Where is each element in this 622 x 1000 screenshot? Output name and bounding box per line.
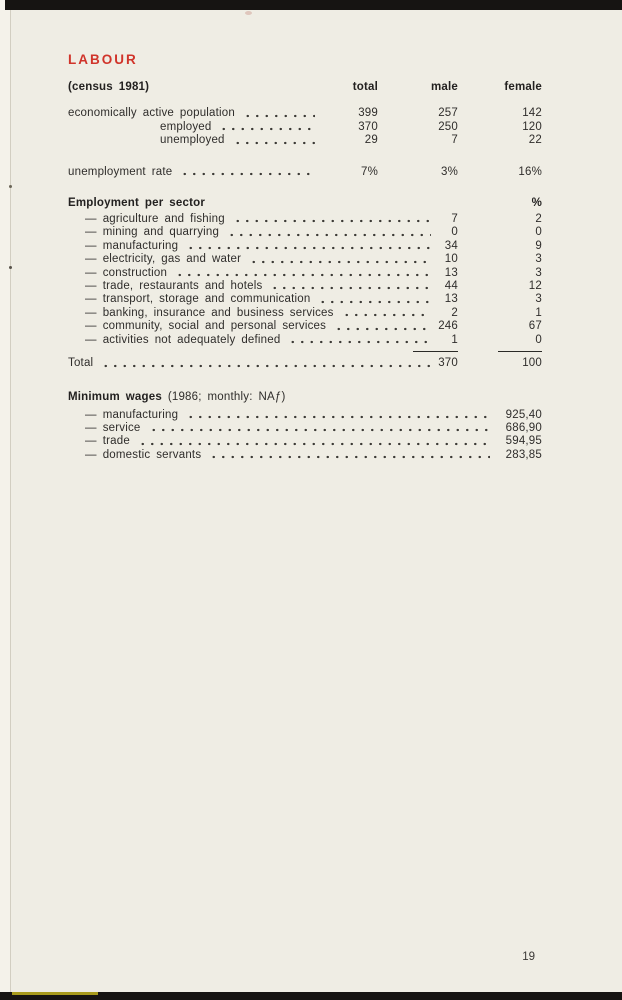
page-content — [68, 53, 542, 462]
value-percent: 12 — [528, 280, 542, 293]
value-percent: 3 — [535, 266, 542, 279]
section-heading: Minimum wages — [68, 390, 162, 403]
value-wage: 283,85 — [505, 448, 542, 461]
dash-bullet: — — [85, 226, 97, 239]
table-row — [68, 226, 542, 239]
dash-bullet: — — [85, 408, 97, 421]
dust-speck — [9, 266, 12, 269]
table-row — [68, 422, 542, 435]
value-count: 2 — [451, 306, 458, 319]
value-percent: 0 — [535, 333, 542, 346]
dot-leader — [231, 213, 431, 226]
minimum-wages-table — [68, 409, 542, 463]
value-count: 7 — [451, 213, 458, 226]
value-percent: 100 — [522, 357, 542, 370]
page-crease-line — [10, 10, 11, 992]
section-heading: Employment per sector — [68, 197, 206, 210]
census-header-row — [68, 81, 542, 94]
book-top-edge-bar — [5, 0, 622, 10]
dash-bullet: — — [85, 253, 97, 266]
value-count: 0 — [451, 226, 458, 239]
value-percent: 1 — [535, 306, 542, 319]
dot-leader — [332, 320, 431, 333]
dust-speck — [9, 185, 12, 188]
table-row — [68, 409, 542, 422]
dot-leader — [99, 357, 431, 370]
total-row — [68, 357, 542, 370]
value-total: 399 — [358, 107, 378, 120]
smudge-mark — [245, 11, 252, 15]
dot-leader — [286, 334, 431, 347]
heading-suffix: (1986; monthly: NAƒ) — [167, 390, 286, 403]
table-row — [68, 134, 542, 147]
value-percent: 9 — [535, 239, 542, 252]
dot-leader — [173, 267, 431, 280]
column-header-female: female — [504, 81, 542, 93]
table-row — [68, 121, 542, 134]
dot-leader — [184, 240, 431, 253]
value-total: 7% — [360, 165, 378, 178]
row-label: manufacturing — [102, 408, 179, 421]
page-left-edge — [0, 10, 10, 992]
percent-sum-rule — [498, 351, 542, 352]
table-row — [68, 213, 542, 226]
employment-section-heading-row — [68, 197, 542, 209]
value-count: 13 — [444, 293, 458, 306]
row-label: domestic servants — [102, 448, 202, 461]
dash-bullet: — — [85, 448, 97, 461]
row-label: unemployment rate — [68, 165, 173, 178]
value-wage: 686,90 — [505, 421, 542, 434]
dot-leader — [184, 409, 490, 422]
dot-leader — [340, 307, 431, 320]
table-row — [68, 320, 542, 333]
bottom-olive-strip — [12, 992, 98, 995]
row-label: employed — [160, 120, 212, 133]
row-label: trade — [102, 435, 130, 448]
dot-leader — [178, 166, 315, 179]
row-label: banking, insurance and business services — [102, 306, 334, 319]
value-male: 7 — [451, 134, 458, 147]
row-label: agriculture and fishing — [102, 213, 225, 226]
value-total: 29 — [364, 134, 378, 147]
value-count: 1 — [451, 333, 458, 346]
table-row — [68, 334, 542, 347]
value-total: 370 — [358, 120, 378, 133]
dash-bullet: — — [85, 333, 97, 346]
row-label: transport, storage and communication — [102, 293, 311, 306]
dot-leader — [225, 226, 431, 239]
dot-leader — [241, 107, 315, 120]
dot-leader — [217, 121, 315, 134]
table-row — [68, 267, 542, 280]
table-row — [68, 435, 542, 448]
value-percent: 2 — [535, 213, 542, 226]
value-percent: 3 — [535, 293, 542, 306]
dash-bullet: — — [85, 306, 97, 319]
row-label: electricity, gas and water — [102, 253, 242, 266]
value-wage: 925,40 — [505, 408, 542, 421]
value-male: 257 — [438, 107, 458, 120]
value-count: 10 — [444, 253, 458, 266]
value-count: 44 — [444, 280, 458, 293]
row-label: Total — [68, 357, 94, 370]
row-label: unemployed — [160, 134, 225, 147]
table-row — [68, 280, 542, 293]
dash-bullet: — — [85, 421, 97, 434]
dot-leader — [316, 293, 431, 306]
dot-leader — [207, 449, 490, 462]
table-row — [68, 107, 542, 120]
dot-leader — [231, 134, 315, 147]
value-wage: 594,95 — [505, 435, 542, 448]
value-female: 120 — [522, 120, 542, 133]
value-percent: 3 — [535, 253, 542, 266]
employment-sector-table — [68, 213, 542, 347]
dot-leader — [268, 280, 431, 293]
census-caption: (census 1981) — [68, 81, 150, 93]
dash-bullet: — — [85, 320, 97, 333]
table-row — [68, 449, 542, 462]
value-count: 13 — [444, 266, 458, 279]
unemployment-rate-row — [68, 166, 542, 179]
value-count: 246 — [438, 320, 458, 333]
row-label: mining and quarrying — [102, 226, 220, 239]
table-row — [68, 253, 542, 266]
table-row — [68, 307, 542, 320]
page-number: 19 — [522, 951, 535, 963]
row-label: service — [102, 421, 141, 434]
column-header-male: male — [430, 81, 458, 93]
value-count: 370 — [438, 357, 458, 370]
value-count: 34 — [444, 239, 458, 252]
value-male: 250 — [438, 120, 458, 133]
value-female: 142 — [522, 107, 542, 120]
dash-bullet: — — [85, 293, 97, 306]
percent-column-header: % — [531, 197, 542, 210]
dash-bullet: — — [85, 213, 97, 226]
dash-bullet: — — [85, 280, 97, 293]
value-male: 3% — [440, 165, 458, 178]
column-header-total: total — [352, 81, 378, 93]
count-sum-rule — [413, 351, 458, 352]
row-label: economically active population — [68, 107, 235, 120]
census-table — [68, 107, 542, 147]
row-label: manufacturing — [102, 239, 179, 252]
value-percent: 67 — [528, 320, 542, 333]
row-label: construction — [102, 266, 168, 279]
dot-leader — [247, 253, 431, 266]
value-female: 16% — [518, 165, 542, 178]
row-label: activities not adequately defined — [102, 333, 281, 346]
heading-spacer — [205, 197, 532, 209]
value-percent: 0 — [535, 226, 542, 239]
dash-bullet: — — [85, 435, 97, 448]
table-row — [68, 240, 542, 253]
dash-bullet: — — [85, 239, 97, 252]
page-title: LABOUR — [68, 52, 138, 67]
dash-bullet: — — [85, 266, 97, 279]
row-label: community, social and personal services — [102, 320, 327, 333]
row-label: trade, restaurants and hotels — [102, 280, 263, 293]
table-row — [68, 293, 542, 306]
value-female: 22 — [528, 134, 542, 147]
dot-leader — [136, 435, 490, 448]
page-corner-sliver — [0, 0, 5, 10]
minimum-wages-heading — [68, 391, 542, 403]
dot-leader — [147, 422, 490, 435]
sum-rules — [68, 351, 542, 354]
